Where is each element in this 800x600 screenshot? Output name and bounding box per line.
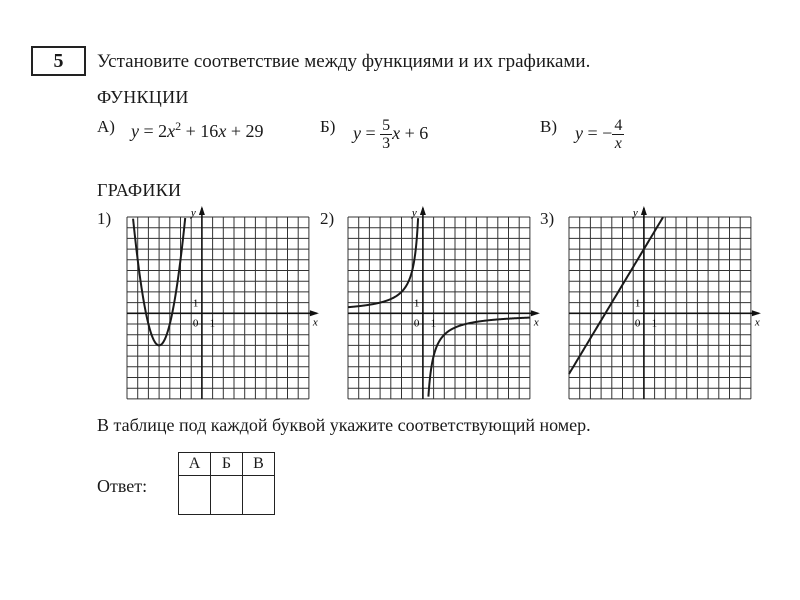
graph-1-label: 1) (97, 209, 112, 228)
answer-label: Ответ: (97, 476, 148, 496)
graph-2-origin-label: 0 (413, 317, 420, 330)
answer-cell-a[interactable] (179, 476, 211, 515)
answer-cell-c[interactable] (243, 476, 275, 515)
answer-column-b-header: Б (211, 453, 243, 476)
graph-2-label: 2) (320, 209, 335, 228)
functions-header: ФУНКЦИИ (97, 87, 189, 107)
answer-column-a-header: А (179, 453, 211, 476)
task-number: 5 (53, 49, 64, 72)
graph-1-unit-x-label: 1 (209, 317, 216, 330)
graph-3 (569, 205, 769, 400)
graph-2-grid (348, 217, 530, 399)
graph-3-origin-label: 0 (634, 317, 641, 330)
instruction-text: В таблице под каждой буквой укажите соответствующий номер. (97, 415, 591, 435)
graph-2-x-label: x (533, 316, 539, 329)
graph-2-curve-right-branch (428, 318, 530, 397)
graphs-header: ГРАФИКИ (97, 180, 182, 200)
answer-table (178, 452, 275, 515)
graph-1-origin-label: 0 (192, 317, 199, 330)
graph-3-label: 3) (540, 209, 555, 228)
graph-3-grid (569, 217, 751, 399)
graph-1-grid (127, 217, 309, 399)
graph-1-x-label: x (312, 316, 318, 329)
graph-2 (348, 205, 548, 400)
graph-1-unit-y-label: 1 (192, 297, 199, 310)
answer-column-c-header: В (243, 453, 275, 476)
graph-2-unit-x-label: 1 (430, 317, 437, 330)
task-number-box (31, 46, 86, 76)
answer-cell-b[interactable] (211, 476, 243, 515)
graph-3-unit-x-label: 1 (651, 317, 658, 330)
function-c-letter: В) (540, 117, 557, 136)
graph-3-y-label: y (632, 207, 638, 219)
function-c-formula: y = − $\frac{4}{x}$ (575, 117, 623, 152)
task-statement: Установите соответствие между функциями и их графиками. (97, 51, 591, 72)
graph-3-unit-y-label: 1 (634, 297, 641, 310)
function-a-letter: А) (97, 117, 115, 136)
function-b-letter: Б) (320, 117, 336, 136)
function-a-formula: $y = 2x^2 + 16x + 29$ (131, 119, 264, 141)
graph-3-line (569, 217, 663, 374)
function-b-formula: y = $\frac{5}{3}$ x + 6 (353, 117, 429, 152)
graph-2-unit-y-label: 1 (413, 297, 420, 310)
graph-2-y-label: y (411, 207, 417, 219)
graph-1-y-label: y (190, 207, 196, 219)
graph-1 (127, 205, 327, 400)
graph-3-x-label: x (754, 316, 760, 329)
